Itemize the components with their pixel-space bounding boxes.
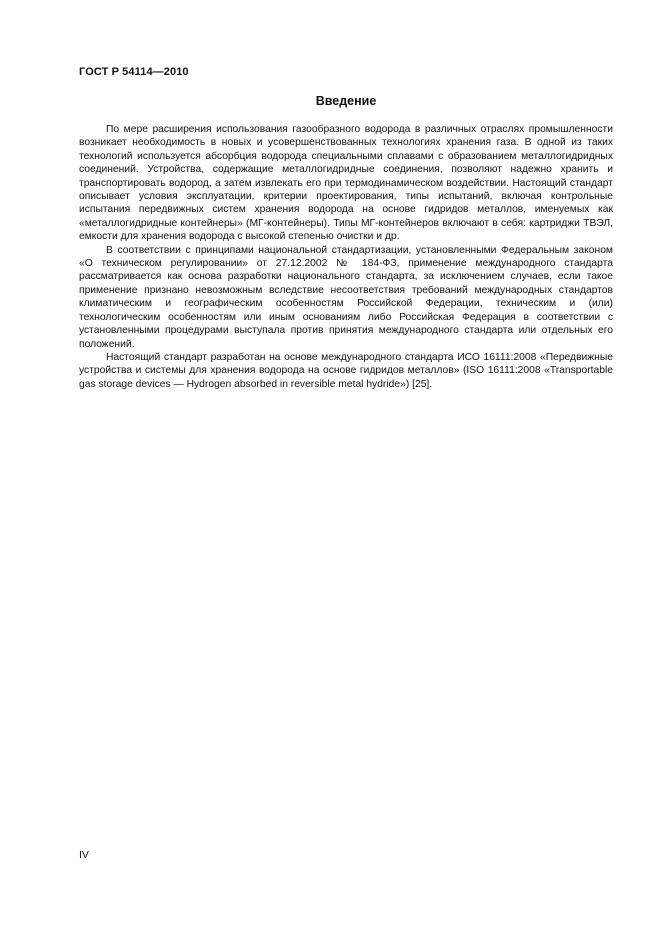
standard-code: ГОСТ Р 54114—2010	[79, 66, 189, 78]
paragraph-1: По мере расширения использования газообразного водорода в различных отраслях промышленности возникает необходимость в новых и усовершенствованных технологиях хранения газа. В одной из таких технологий используется абсорбция водорода специальными сплавами с образованием металлогидридных соединений. Устройства, содержащие металлогидридные соединения, позволяют надежно хранить и транспортировать водород, а затем извлекать его при термодинамическом воздействии. Настоящий стандарт описывает условия эксплуатации, критерии проектирования, типы испытаний, включая контрольные испытания передвижных систем хранения водорода на основе гидридов металлов, именуемых как «металлогидридные контейнеры» (МГ-контейнеры). Типы МГ-контейнеров включают в себя: картриджи ТВЭЛ, емкости для хранения водорода с высокой степенью очистки и др.	[79, 124, 613, 243]
introduction-body	[79, 123, 613, 391]
paragraph-2: В соответствии с принципами национальной стандартизации, установленными Федеральным законом «О техническом регулировании» от 27.12.2002 № 184-ФЗ, применение международного стандарта рассматривается как основа разработки национального стандарта, за исключением случаев, если такое применение признано невозможным вследствие несоответствия требований международных стандартов климатическим и географическим особенностям Российской Федерации, техническим и (или) технологическим особенностям или иным основаниям либо Российская Федерация в соответствии с установленными процедурами выступала против принятия международного стандарта или отдельных его положений.	[79, 244, 613, 350]
paragraph-3: Настоящий стандарт разработан на основе международного стандарта ИСО 16111:2008 «Передвижные устройства и системы для хранения водорода на основе гидридов металлов» (ISO 16111:2008 «Transportable gas storage devices — Hydrogen absorbed in reversible metal hydride») [25].	[79, 351, 613, 390]
page-number: IV	[79, 849, 89, 861]
section-title: Введение	[315, 94, 377, 108]
